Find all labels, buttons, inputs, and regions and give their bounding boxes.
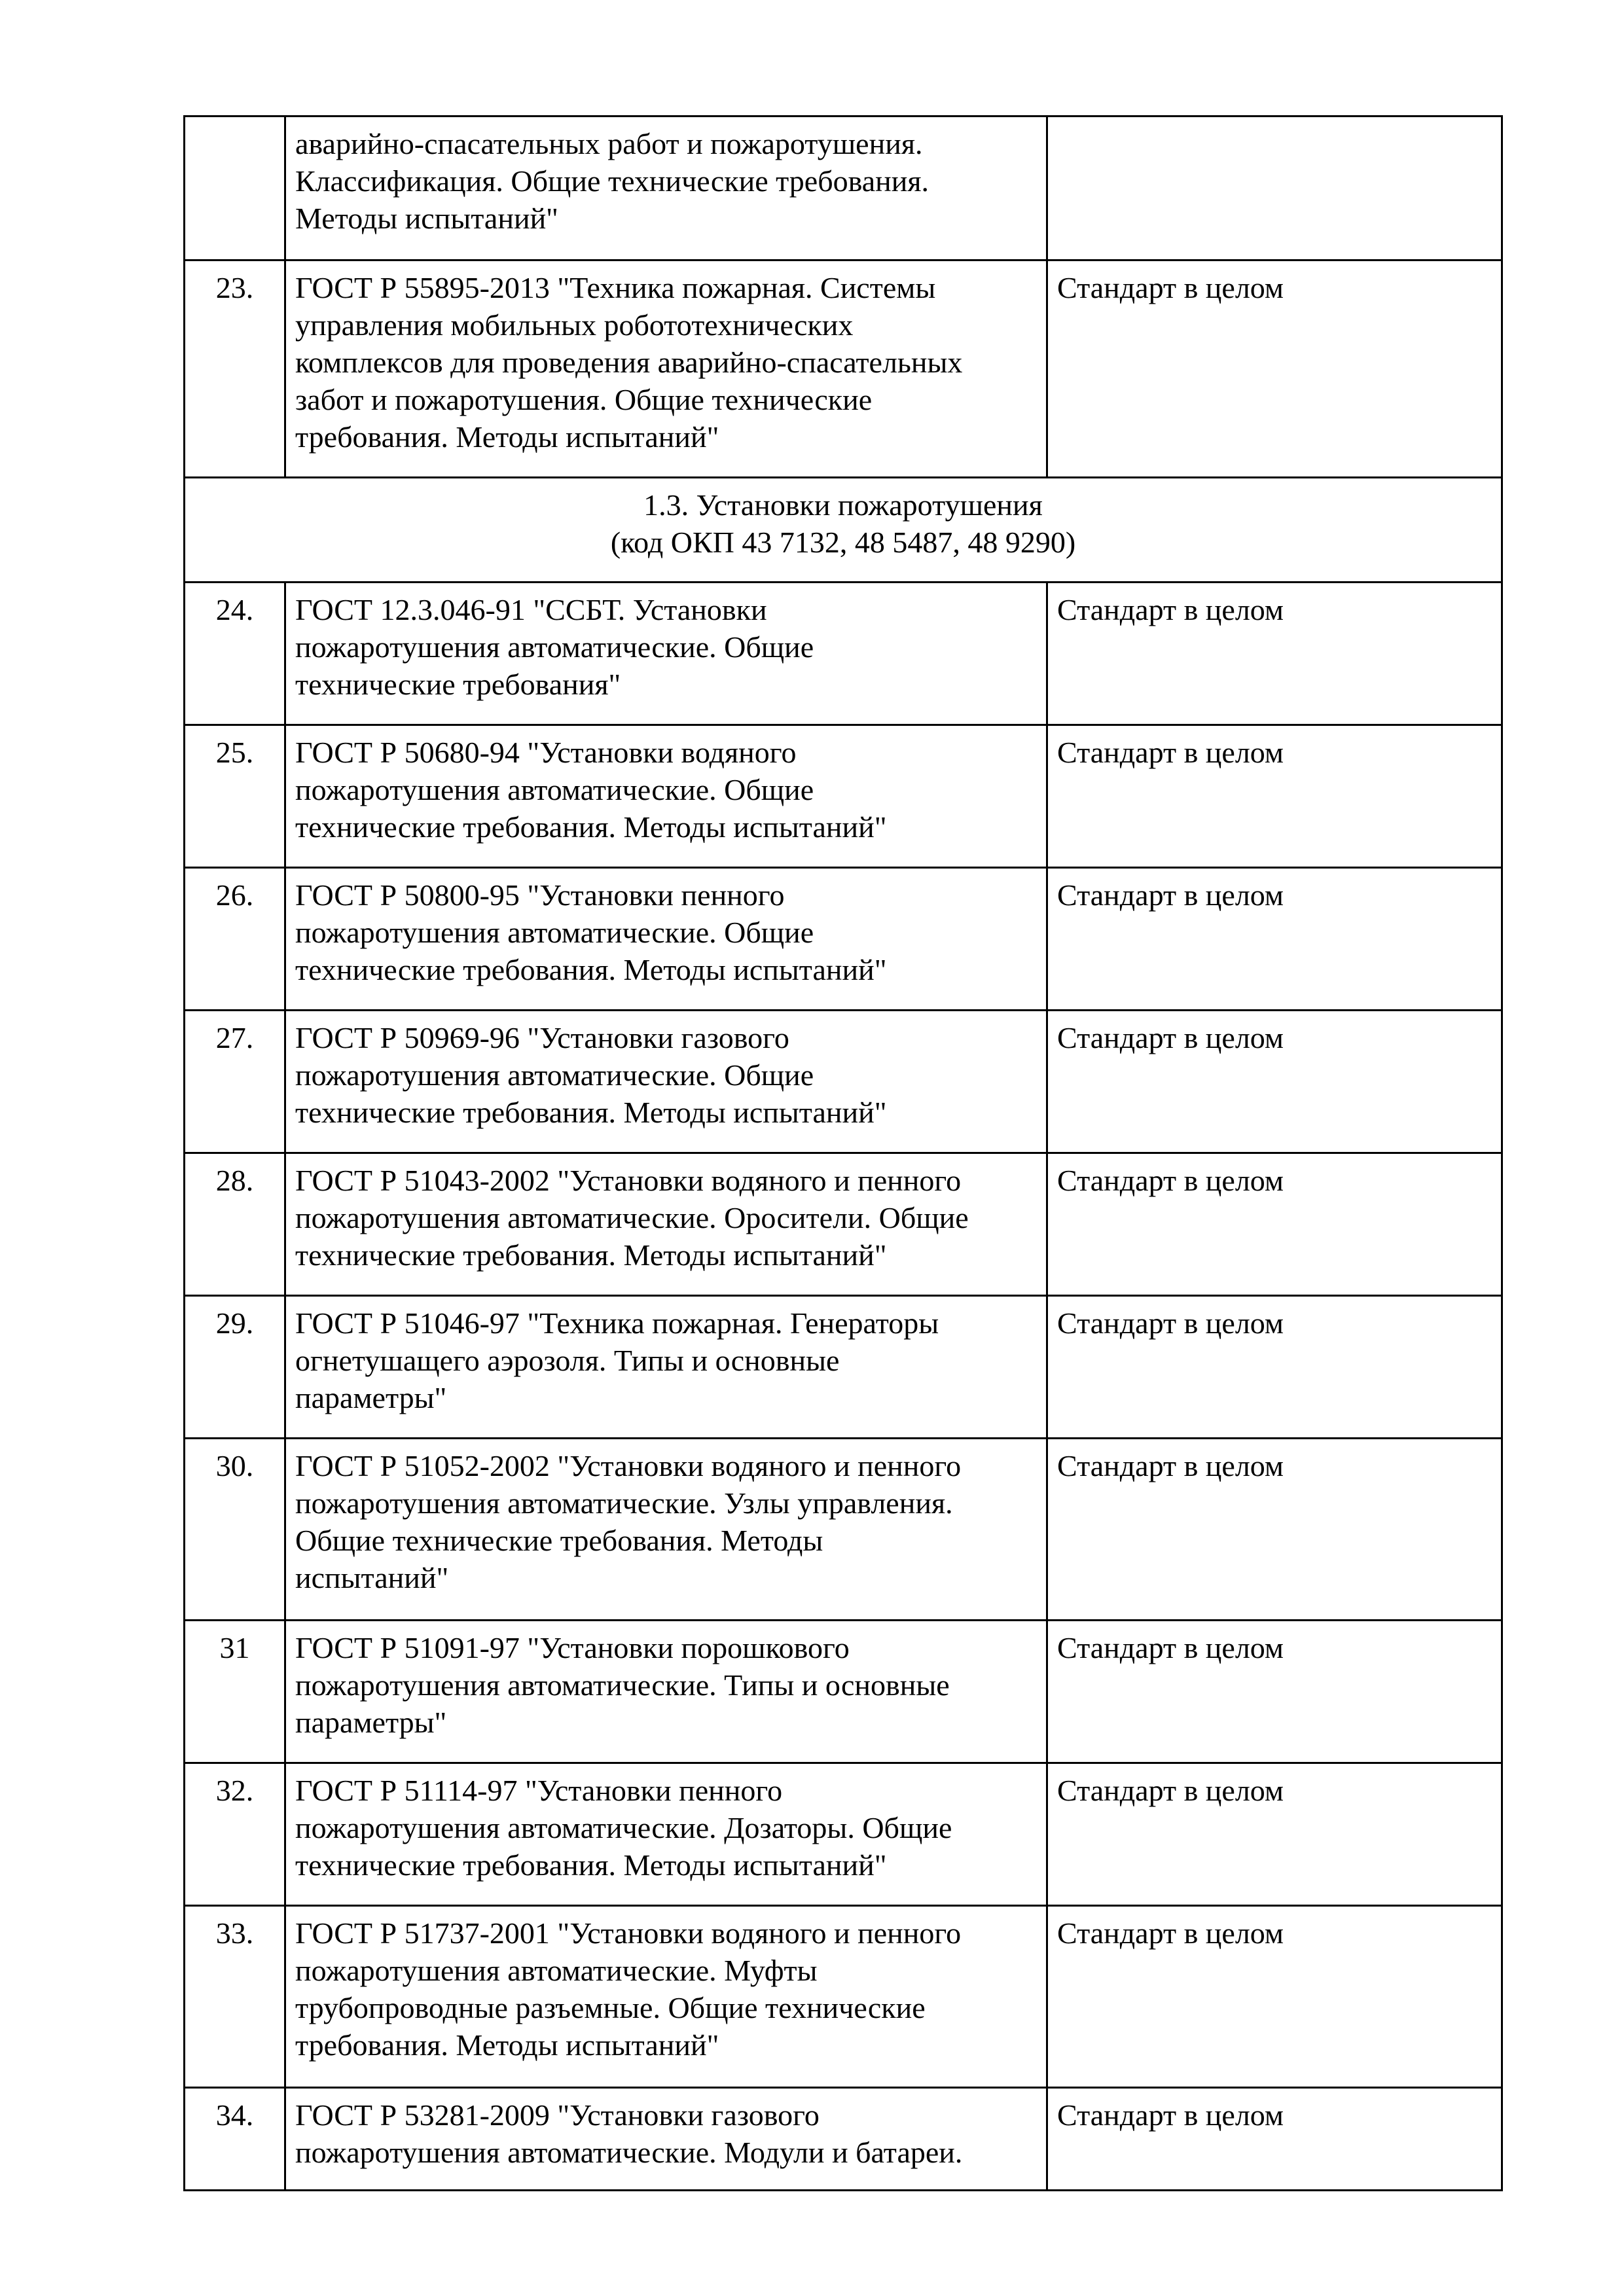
application-scope: Стандарт в целом xyxy=(1047,725,1502,868)
table-row xyxy=(185,1011,1502,1153)
standard-title-line: ГОСТ Р 51046-97 "Техника пожарная. Генераторы xyxy=(295,1306,939,1340)
table-row xyxy=(185,1906,1502,2088)
application-scope: Стандарт в целом xyxy=(1047,1011,1502,1153)
standard-title xyxy=(285,1906,1047,2088)
standard-title-line: комплексов для проведения аварийно-спасательных xyxy=(295,346,963,379)
standard-title-line: ГОСТ Р 55895-2013 "Техника пожарная. Системы xyxy=(295,271,936,304)
standard-title-line: ГОСТ Р 51737-2001 "Установки водяного и пенного xyxy=(295,1916,962,1950)
table-row xyxy=(185,117,1502,260)
standard-title-line: технические требования. Методы испытаний" xyxy=(295,953,887,986)
standard-title-line: пожаротушения автоматические. Общие xyxy=(295,773,814,806)
standard-title xyxy=(285,1153,1047,1296)
standard-title-line: ГОСТ Р 51091-97 "Установки порошкового xyxy=(295,1631,850,1664)
section-title xyxy=(185,478,1502,583)
application-scope: Стандарт в целом xyxy=(1047,1439,1502,1621)
standard-title-line: пожаротушения автоматические. Дозаторы. Общие xyxy=(295,1811,952,1844)
standard-title-line: пожаротушения автоматические. Типы и основные xyxy=(295,1668,950,1702)
standard-title xyxy=(285,1296,1047,1439)
standard-title xyxy=(285,1011,1047,1153)
row-number: 34. xyxy=(185,2088,285,2191)
table-row xyxy=(185,2088,1502,2191)
table-row xyxy=(185,583,1502,725)
section-title-line: (код ОКП 43 7132, 48 5487, 48 9290) xyxy=(610,526,1076,559)
standard-title-line: пожаротушения автоматические. Общие xyxy=(295,1058,814,1092)
table-row xyxy=(185,725,1502,868)
standard-title-line: ГОСТ Р 51043-2002 "Установки водяного и пенного xyxy=(295,1164,962,1197)
standard-title-line: испытаний" xyxy=(295,1561,449,1594)
application-scope xyxy=(1047,117,1502,260)
standard-title-line: огнетушащего аэрозоля. Типы и основные xyxy=(295,1344,840,1377)
row-number xyxy=(185,117,285,260)
row-number: 29. xyxy=(185,1296,285,1439)
standard-title-line: Общие технические требования. Методы xyxy=(295,1524,823,1557)
standard-title-line: аварийно-спасательных работ и пожаротушения. xyxy=(295,127,923,160)
standard-title-line: пожаротушения автоматические. Муфты xyxy=(295,1954,818,1987)
application-scope: Стандарт в целом xyxy=(1047,1296,1502,1439)
standard-title xyxy=(285,2088,1047,2191)
standards-table-body xyxy=(185,117,1502,2191)
table-row xyxy=(185,260,1502,478)
standard-title-line: ГОСТ Р 53281-2009 "Установки газового xyxy=(295,2098,820,2132)
row-number: 32. xyxy=(185,1763,285,1906)
table-row xyxy=(185,1763,1502,1906)
table-row xyxy=(185,1621,1502,1763)
row-number: 31 xyxy=(185,1621,285,1763)
application-scope: Стандарт в целом xyxy=(1047,2088,1502,2191)
row-number: 30. xyxy=(185,1439,285,1621)
standard-title xyxy=(285,1439,1047,1621)
standard-title xyxy=(285,260,1047,478)
standard-title-line: технические требования. Методы испытаний" xyxy=(295,810,887,844)
standard-title-line: Классификация. Общие технические требования. xyxy=(295,164,929,198)
standards-table xyxy=(183,115,1503,2191)
standard-title-line: Методы испытаний" xyxy=(295,202,558,235)
standard-title xyxy=(285,725,1047,868)
standard-title-line: пожаротушения автоматические. Общие xyxy=(295,916,814,949)
row-number: 27. xyxy=(185,1011,285,1153)
standard-title-line: ГОСТ Р 50800-95 "Установки пенного xyxy=(295,878,785,912)
standard-title xyxy=(285,868,1047,1011)
standard-title xyxy=(285,117,1047,260)
row-number: 24. xyxy=(185,583,285,725)
standard-title-line: параметры" xyxy=(295,1706,447,1739)
standard-title-line: пожаротушения автоматические. Оросители. Общие xyxy=(295,1201,969,1234)
table-row xyxy=(185,868,1502,1011)
standard-title-line: ГОСТ Р 50969-96 "Установки газового xyxy=(295,1021,789,1054)
application-scope: Стандарт в целом xyxy=(1047,1763,1502,1906)
standard-title-line: параметры" xyxy=(295,1381,447,1414)
standard-title-line: ГОСТ 12.3.046-91 "ССБТ. Установки xyxy=(295,593,767,626)
row-number: 33. xyxy=(185,1906,285,2088)
standard-title-line: технические требования. Методы испытаний" xyxy=(295,1096,887,1129)
standard-title-line: технические требования. Методы испытаний" xyxy=(295,1848,887,1882)
standard-title-line: ГОСТ Р 50680-94 "Установки водяного xyxy=(295,736,797,769)
section-header-row xyxy=(185,478,1502,583)
standard-title xyxy=(285,1763,1047,1906)
standard-title-line: технические требования. Методы испытаний" xyxy=(295,1238,887,1272)
standard-title-line: технические требования" xyxy=(295,668,621,701)
application-scope: Стандарт в целом xyxy=(1047,868,1502,1011)
application-scope: Стандарт в целом xyxy=(1047,1906,1502,2088)
standard-title-line: пожаротушения автоматические. Модули и батареи. xyxy=(295,2136,963,2169)
row-number: 26. xyxy=(185,868,285,1011)
application-scope: Стандарт в целом xyxy=(1047,1621,1502,1763)
application-scope: Стандарт в целом xyxy=(1047,1153,1502,1296)
section-title-line: 1.3. Установки пожаротушения xyxy=(643,488,1043,522)
standard-title-line: требования. Методы испытаний" xyxy=(295,2028,719,2062)
standard-title-line: пожаротушения автоматические. Узлы управления. xyxy=(295,1486,953,1520)
application-scope: Стандарт в целом xyxy=(1047,583,1502,725)
table-row xyxy=(185,1439,1502,1621)
standard-title xyxy=(285,583,1047,725)
application-scope: Стандарт в целом xyxy=(1047,260,1502,478)
row-number: 28. xyxy=(185,1153,285,1296)
row-number: 25. xyxy=(185,725,285,868)
standard-title-line: ГОСТ Р 51114-97 "Установки пенного xyxy=(295,1774,783,1807)
standard-title-line: управления мобильных робототехнических xyxy=(295,308,854,342)
standard-title-line: ГОСТ Р 51052-2002 "Установки водяного и пенного xyxy=(295,1449,962,1482)
standard-title-line: пожаротушения автоматические. Общие xyxy=(295,630,814,664)
table-row xyxy=(185,1153,1502,1296)
standard-title xyxy=(285,1621,1047,1763)
row-number: 23. xyxy=(185,260,285,478)
standard-title-line: трубопроводные разъемные. Общие технические xyxy=(295,1991,926,2024)
standard-title-line: требования. Методы испытаний" xyxy=(295,420,719,454)
table-row xyxy=(185,1296,1502,1439)
standard-title-line: забот и пожаротушения. Общие технические xyxy=(295,383,873,416)
